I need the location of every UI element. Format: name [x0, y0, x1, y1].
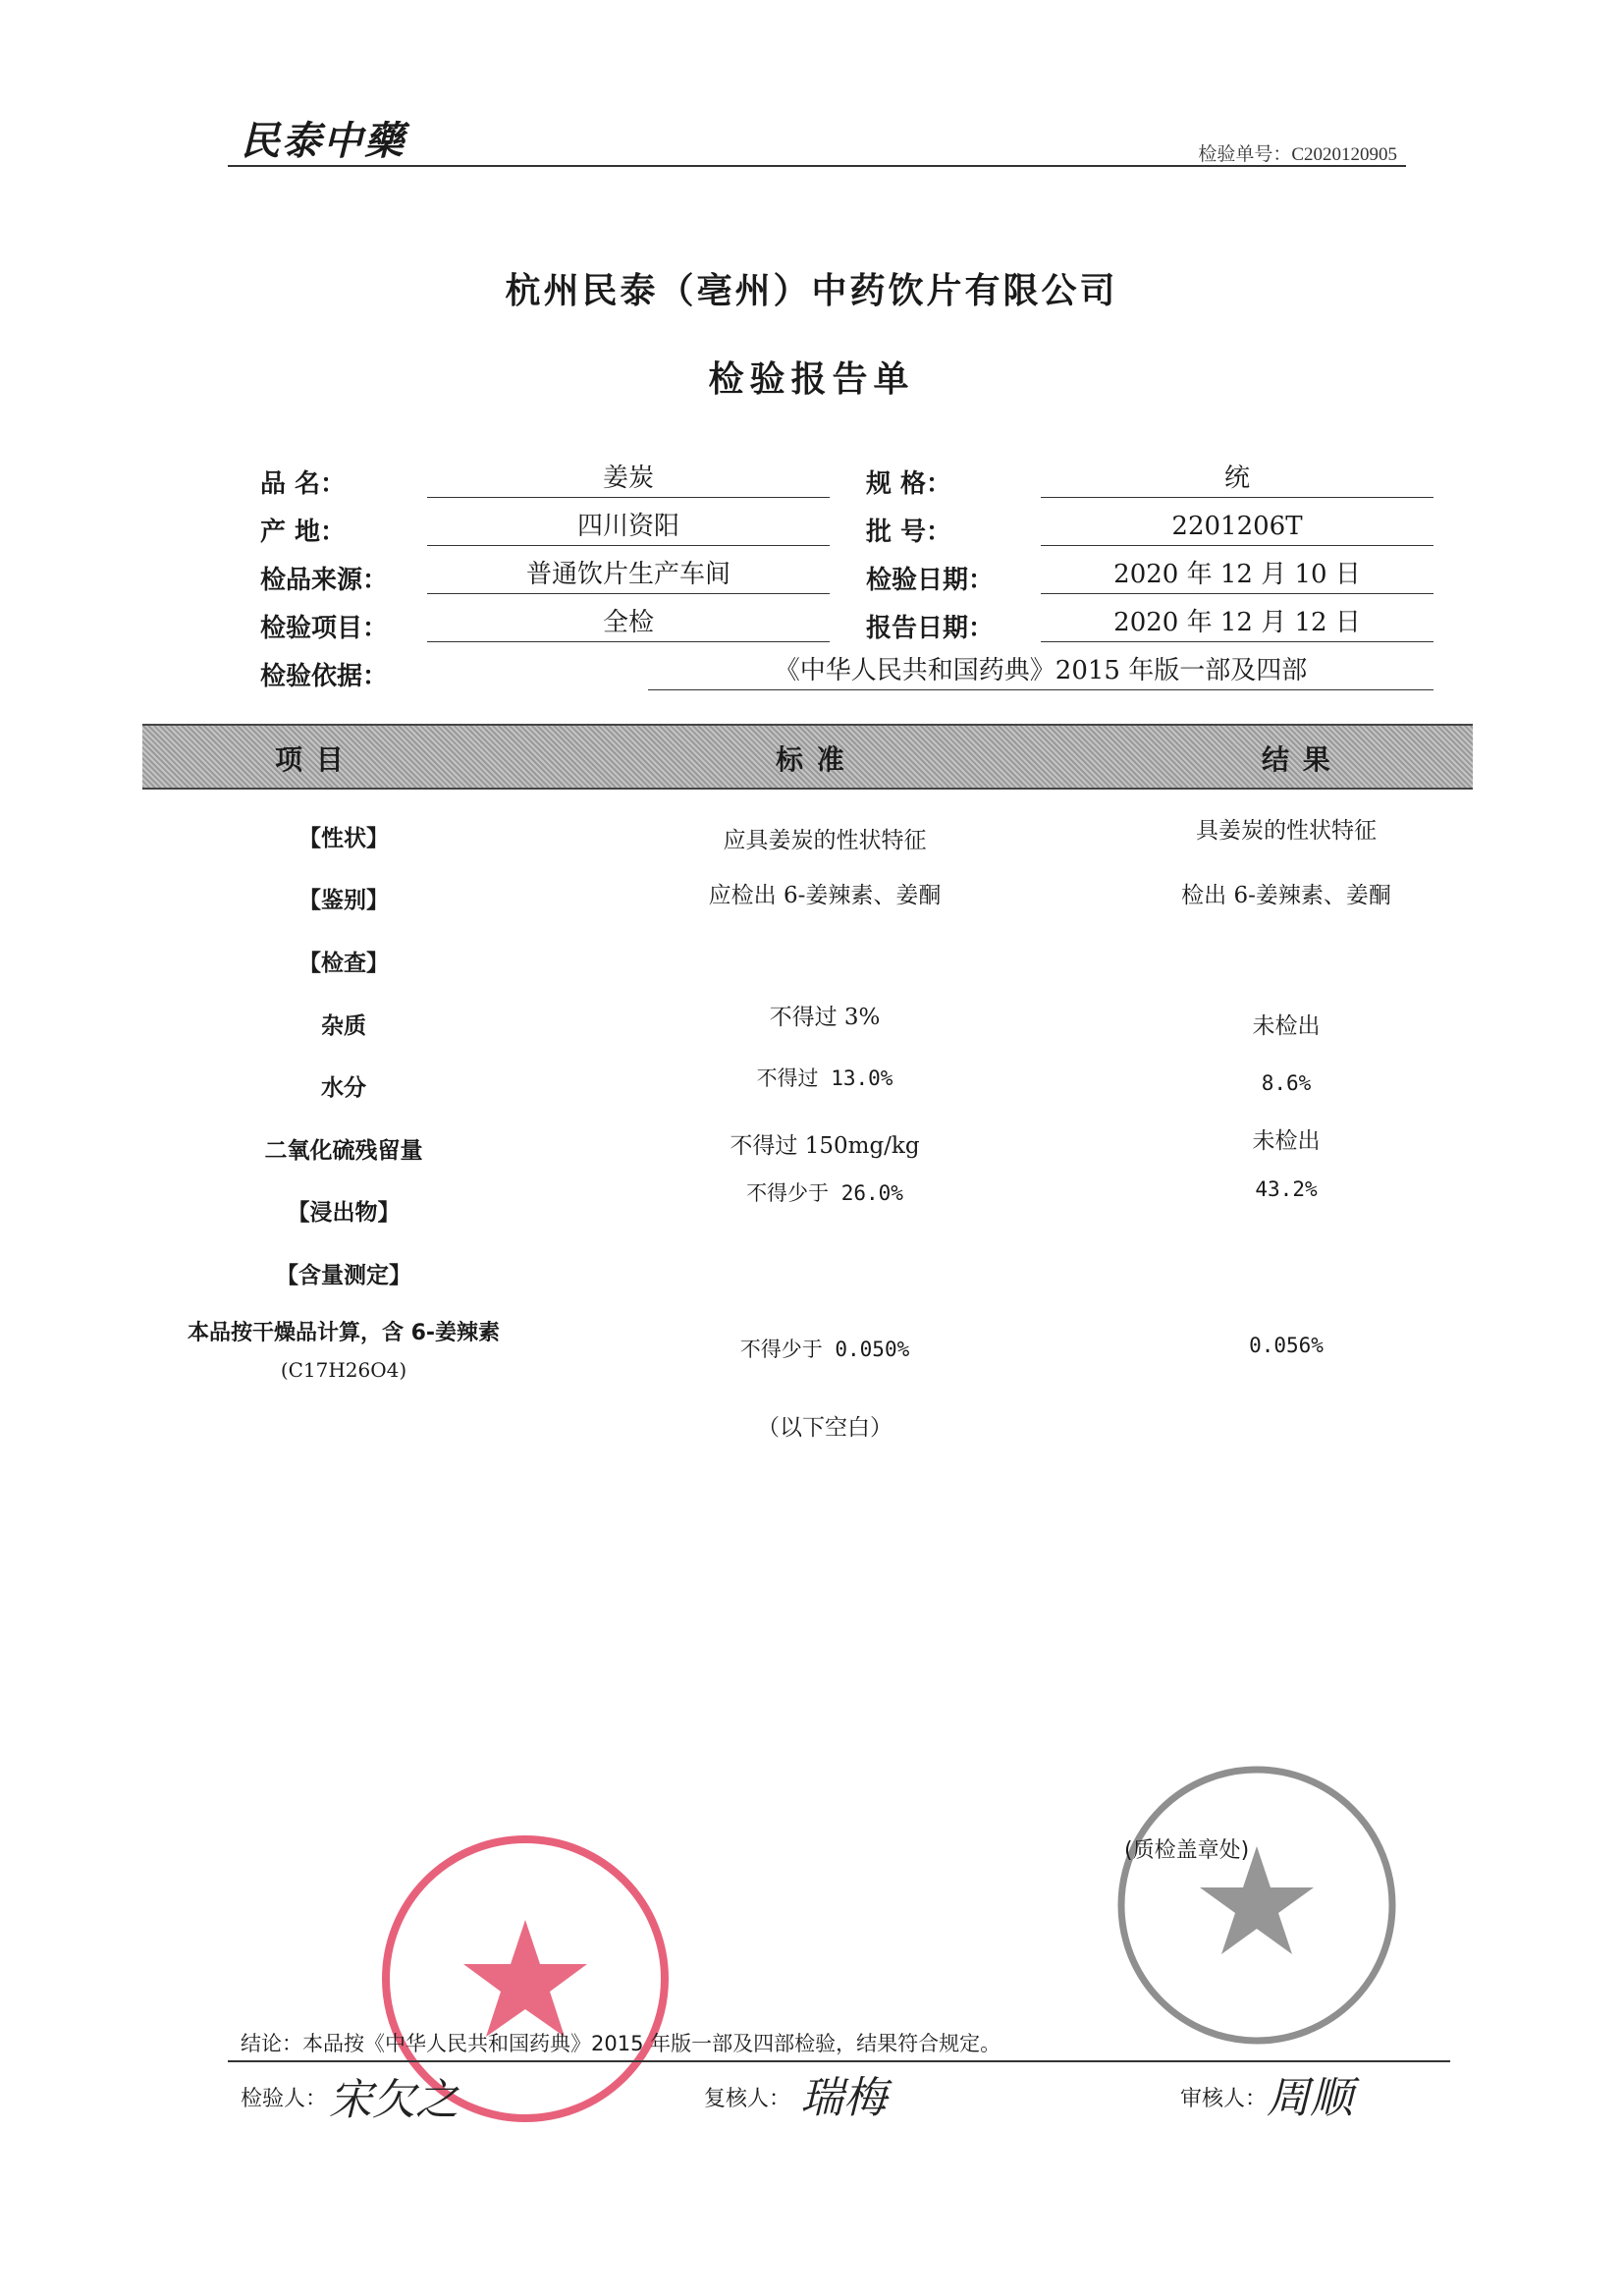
table-row-item: 【含量测定】 [276, 1263, 411, 1288]
reviewer-label: 复核人： [704, 2087, 791, 2111]
table-row-standard: 不得过 13.0% [756, 1066, 893, 1090]
assay-description: 本品按干燥品计算，含 6-姜辣素 [187, 1321, 501, 1345]
batch-label: 批 号： [866, 518, 952, 547]
table-row-item: 水分 [321, 1075, 366, 1101]
column-header-result: 结 果 [1262, 743, 1332, 776]
inspector-label: 检验人： [241, 2087, 328, 2111]
company-name: 杭州民泰（亳州）中药饮片有限公司 [505, 271, 1118, 311]
approver-label: 审核人： [1180, 2087, 1268, 2111]
basis-value: 《中华人民共和国药典》2015 年版一部及四部 [648, 654, 1434, 690]
table-row-result: 检出 6-姜辣素、姜酮 [1181, 883, 1391, 908]
table-row-item: 杂质 [321, 1013, 366, 1039]
table-row-standard: 不得过 3% [769, 1005, 881, 1030]
table-row-standard: 应具姜炭的性状特征 [723, 828, 927, 853]
column-header-standard: 标 准 [776, 743, 846, 776]
test-item-value: 全检 [427, 606, 830, 642]
column-header-item: 项 目 [275, 743, 346, 776]
assay-formula: (C17H26O4) [280, 1358, 407, 1382]
blank-note: （以下空白） [757, 1415, 893, 1441]
table-row-item: 【性状】 [298, 826, 389, 851]
reviewer-signature: 瑞梅 [800, 2073, 887, 2123]
spec-label: 规 格： [866, 469, 952, 499]
product-value: 姜炭 [427, 462, 830, 498]
assay-standard: 不得少于 0.050% [739, 1338, 910, 1361]
assay-result: 0.056% [1249, 1334, 1324, 1357]
table-row-standard: 不得少于 26.0% [746, 1181, 903, 1205]
source-label: 检品来源： [260, 566, 389, 595]
approver-signature: 周顺 [1267, 2073, 1353, 2123]
stamp-note: (质检盖章处) [1124, 1838, 1250, 1863]
batch-value: 2201206T [1041, 510, 1434, 546]
page-title: 检验报告单 [708, 359, 915, 400]
table-row-item: 【浸出物】 [287, 1200, 401, 1226]
basis-label: 检验依据： [260, 662, 389, 691]
report-date-value: 2020 年 12 月 12 日 [1041, 606, 1434, 642]
spec-value: 统 [1041, 462, 1434, 498]
test-item-label: 检验项目： [260, 614, 389, 643]
report-date-label: 报告日期： [866, 614, 995, 643]
table-row-item: 【检查】 [298, 951, 389, 976]
table-row-result: 8.6% [1261, 1071, 1312, 1095]
test-date-value: 2020 年 12 月 10 日 [1041, 558, 1434, 594]
table-row-result: 具姜炭的性状特征 [1196, 818, 1377, 844]
product-label: 品 名： [260, 469, 347, 499]
origin-value: 四川资阳 [427, 510, 830, 546]
conclusion-text: 结论：本品按《中华人民共和国药典》2015 年版一部及四部检验，结果符合规定。 [241, 2032, 1001, 2055]
table-row-standard: 应检出 6-姜辣素、姜酮 [708, 883, 942, 908]
table-row-standard: 不得过 150mg/kg [730, 1133, 920, 1159]
origin-label: 产 地： [260, 518, 347, 547]
table-row-result: 43.2% [1255, 1177, 1318, 1201]
source-value: 普通饮片生产车间 [427, 558, 830, 594]
inspector-signature: 宋欠之 [329, 2075, 459, 2125]
inspection-seal [1109, 1758, 1404, 2052]
table-row-item: 二氧化硫残留量 [264, 1138, 423, 1164]
test-date-label: 检验日期： [866, 566, 995, 595]
company-logo: 民泰中藥 [241, 118, 406, 164]
table-row-item: 【鉴别】 [298, 888, 389, 913]
header-divider [228, 165, 1406, 167]
report-number: 检验单号：C2020120905 [1198, 144, 1397, 165]
table-row-result: 未检出 [1252, 1128, 1321, 1154]
table-row-result: 未检出 [1252, 1013, 1321, 1039]
